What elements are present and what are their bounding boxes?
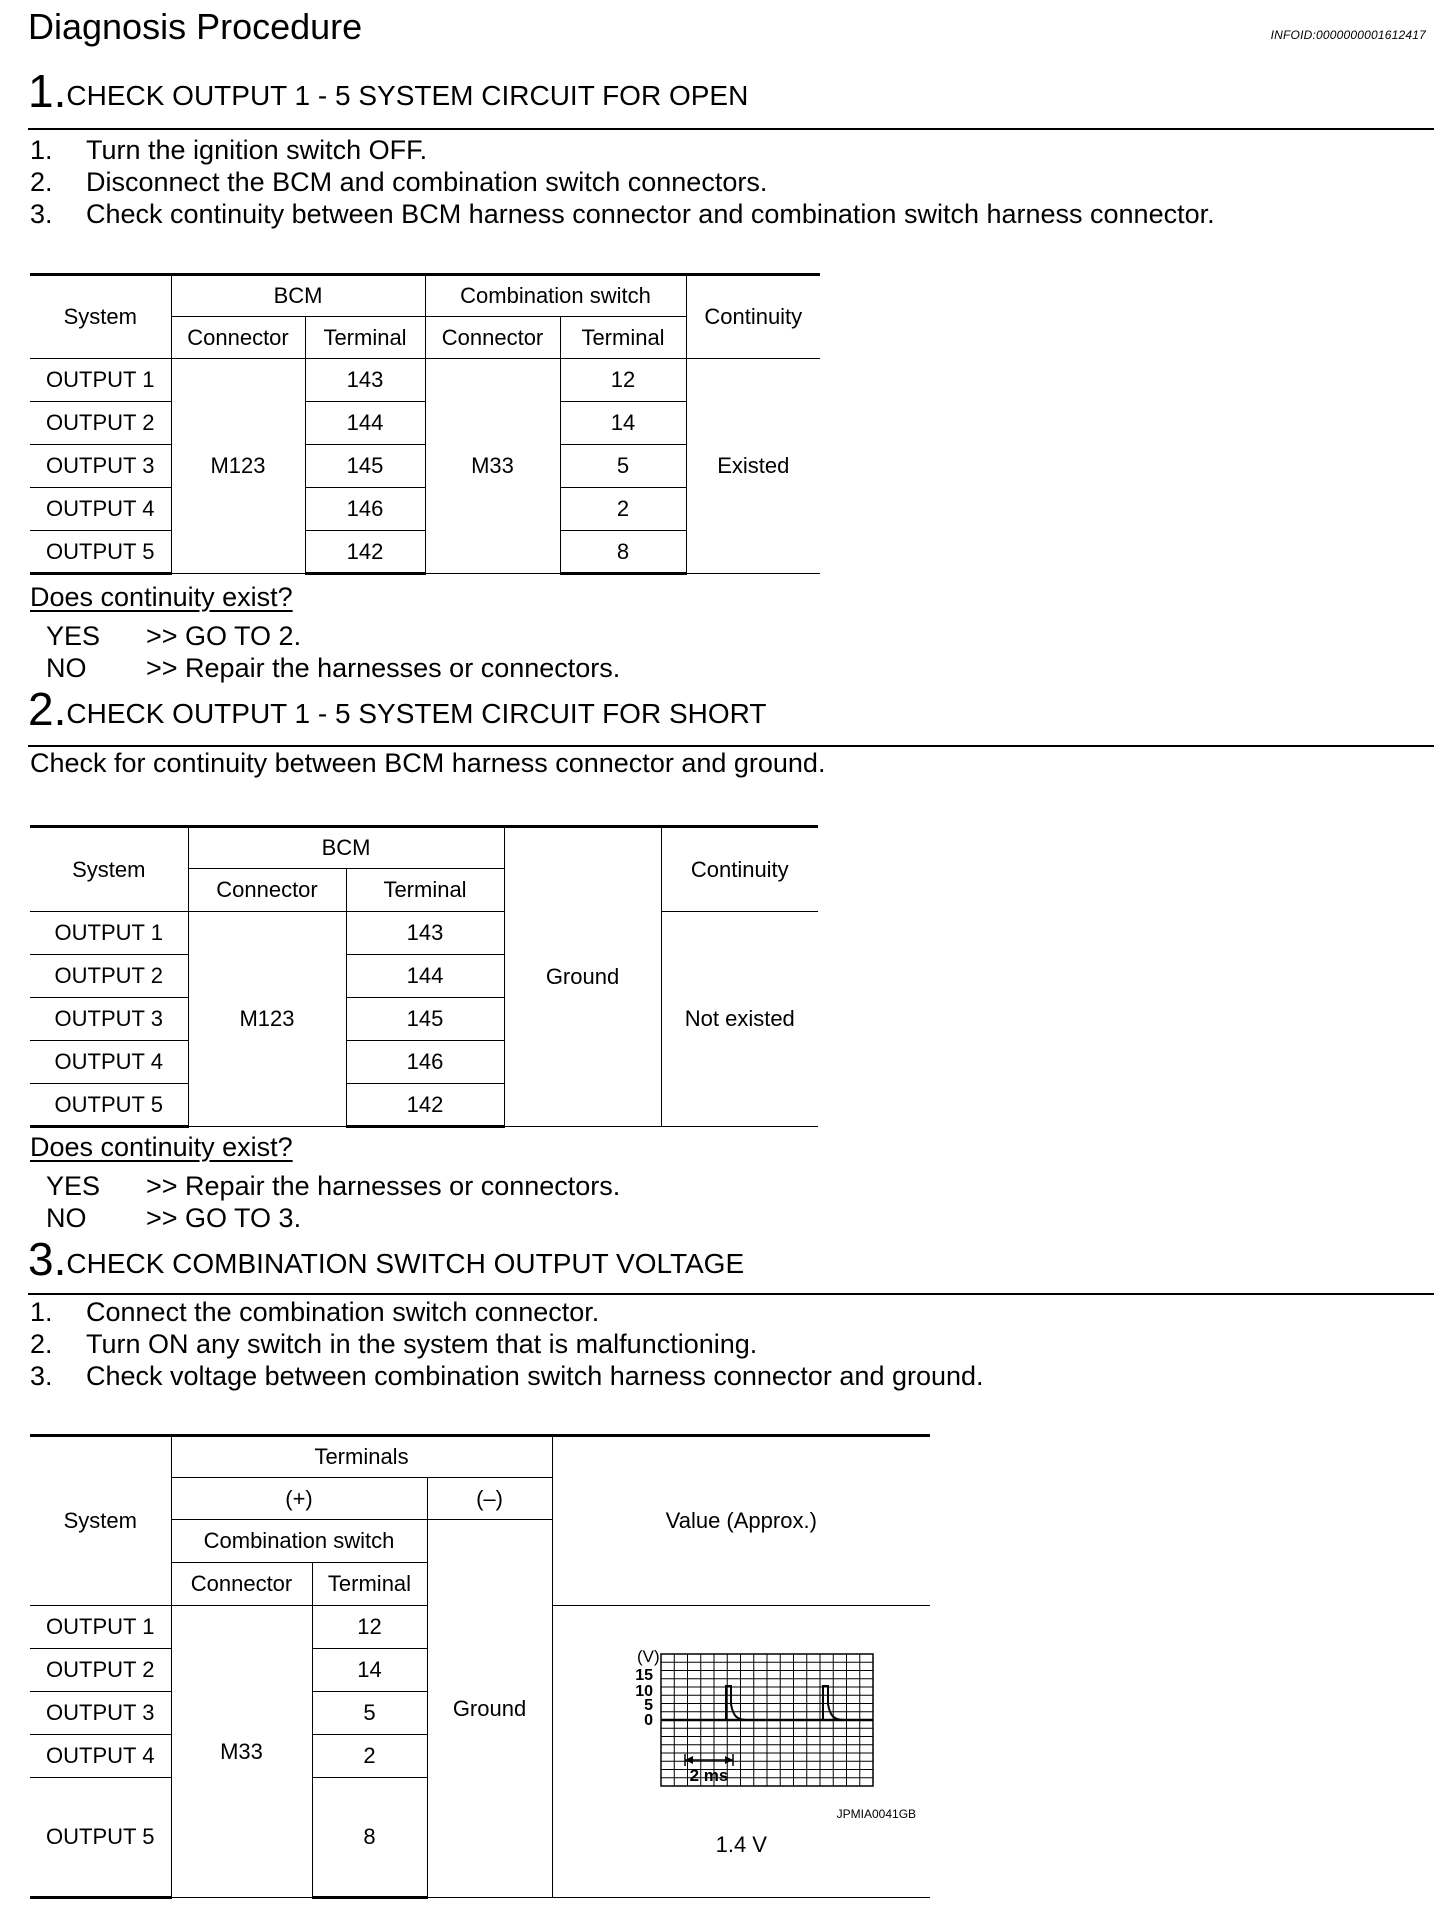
value-text: 1.4 V: [715, 1832, 767, 1857]
header-terminal: Terminal: [305, 317, 425, 359]
list-item: 2. Turn ON any switch in the system that is malfunctioning.: [30, 1329, 758, 1359]
step-3-instructions: [30, 1296, 984, 1392]
tick-label: 0: [644, 1712, 654, 1729]
header-combination-switch: Combination switch: [425, 275, 686, 317]
table-row: OUTPUT 3 145 5: [30, 445, 820, 488]
tick-label: 15: [635, 1667, 654, 1684]
continuity-value: Not existed: [661, 912, 818, 1127]
step-2-table: [30, 825, 818, 1128]
list-item: 2. Disconnect the BCM and combination switch connectors.: [30, 167, 768, 197]
header-value: Value (Approx.): [552, 1436, 930, 1606]
table-row: OUTPUT 4 2: [30, 1735, 930, 1778]
step-title: CHECK OUTPUT 1 - 5 SYSTEM CIRCUIT FOR SHORT: [66, 698, 767, 729]
header-connector: Connector: [188, 869, 346, 912]
table-row: OUTPUT 1 M123 143 Not existed: [30, 912, 818, 955]
header-continuity: Continuity: [661, 827, 818, 912]
step-title: CHECK OUTPUT 1 - 5 SYSTEM CIRCUIT FOR OPEN: [66, 80, 749, 111]
step-number: 2.: [28, 683, 67, 735]
step-title: CHECK COMBINATION SWITCH OUTPUT VOLTAGE: [66, 1248, 745, 1279]
header-plus: (+): [171, 1478, 427, 1520]
header-system: System: [30, 827, 188, 912]
header-terminal: Terminal: [346, 869, 504, 912]
step-number: 3.: [28, 1233, 67, 1285]
list-item: 3. Check voltage between combination switch harness connector and ground.: [30, 1361, 984, 1391]
waveform-graph: [581, 1644, 901, 1794]
combo-connector: M33: [425, 359, 560, 574]
step-2-instruction: Check for continuity between BCM harness connector and ground.: [30, 748, 826, 778]
step-3-table: [30, 1434, 930, 1899]
table-row: OUTPUT 4 146 2: [30, 488, 820, 531]
divider: [28, 745, 1434, 747]
waveform-unit: (V): [637, 1647, 660, 1666]
info-id: INFOID:0000000001612417: [1270, 28, 1426, 42]
table-row: OUTPUT 5 142 8: [30, 531, 820, 574]
tick-label: 10: [635, 1683, 654, 1700]
table-row: OUTPUT 2 14: [30, 1649, 930, 1692]
header-terminals: Terminals: [171, 1436, 552, 1478]
value-cell: [552, 1606, 930, 1898]
table-row: OUTPUT 1 M123 143 M33 12 Existed: [30, 359, 820, 402]
ground-cell: Ground: [504, 827, 661, 1127]
table-row: OUTPUT 3 5: [30, 1692, 930, 1735]
answer-yes: YES >> GO TO 2.: [46, 621, 302, 651]
header-continuity: Continuity: [686, 275, 820, 359]
step-1-instructions: [30, 134, 1215, 230]
table-row: OUTPUT 5 142: [30, 1084, 818, 1127]
header-connector: Connector: [171, 317, 305, 359]
figure-code: JPMIA0041GB: [836, 1807, 917, 1821]
header-terminal: Terminal: [560, 317, 686, 359]
answer-yes: YES >> Repair the harnesses or connectors.: [46, 1171, 621, 1201]
ground-cell: Ground: [427, 1520, 552, 1898]
header-bcm: BCM: [188, 827, 504, 869]
header-connector: Connector: [425, 317, 560, 359]
tick-label: 5: [644, 1697, 654, 1714]
header-terminal: Terminal: [312, 1563, 427, 1606]
combo-connector: M33: [171, 1606, 312, 1898]
table-row: OUTPUT 4 146: [30, 1041, 818, 1084]
table-row: OUTPUT 1 M33 12 (V) 15 10 5 0 2 ms JPMIA0041GB 1.4 V: [30, 1606, 930, 1649]
header-system: System: [30, 275, 171, 359]
step-3-heading: [28, 1233, 745, 1285]
header-minus: (–): [427, 1478, 552, 1520]
step-2-heading: [28, 683, 767, 735]
answers: [46, 620, 620, 684]
answer-no: NO >> Repair the harnesses or connectors.: [46, 653, 621, 683]
table-row: OUTPUT 2 144 14: [30, 402, 820, 445]
list-item: 1. Turn the ignition switch OFF.: [30, 135, 428, 165]
list-item: 1. Connect the combination switch connector.: [30, 1297, 600, 1327]
table-row: OUTPUT 5 8: [30, 1778, 930, 1898]
step-1-heading: [28, 65, 749, 117]
time-label: 2 ms: [689, 1766, 729, 1785]
answer-no: NO >> GO TO 3.: [46, 1203, 302, 1233]
header-bcm: BCM: [171, 275, 425, 317]
divider: [28, 128, 1434, 130]
bcm-connector: M123: [188, 912, 346, 1127]
list-item: 3. Check continuity between BCM harness connector and combination switch harness connector.: [30, 199, 1215, 229]
continuity-value: Existed: [686, 359, 820, 574]
divider: [28, 1293, 1434, 1295]
step-number: 1.: [28, 65, 67, 117]
step-1-table: [30, 273, 820, 575]
page-title: Diagnosis Procedure: [28, 6, 363, 47]
table-row: OUTPUT 3 145: [30, 998, 818, 1041]
header-system: System: [30, 1436, 171, 1606]
answers: [46, 1170, 620, 1234]
header-connector: Connector: [171, 1563, 312, 1606]
header-combination-switch: Combination switch: [171, 1520, 427, 1563]
bcm-connector: M123: [171, 359, 305, 574]
table-row: OUTPUT 2 144: [30, 955, 818, 998]
question: Does continuity exist?: [30, 1132, 293, 1162]
question: Does continuity exist?: [30, 582, 293, 612]
